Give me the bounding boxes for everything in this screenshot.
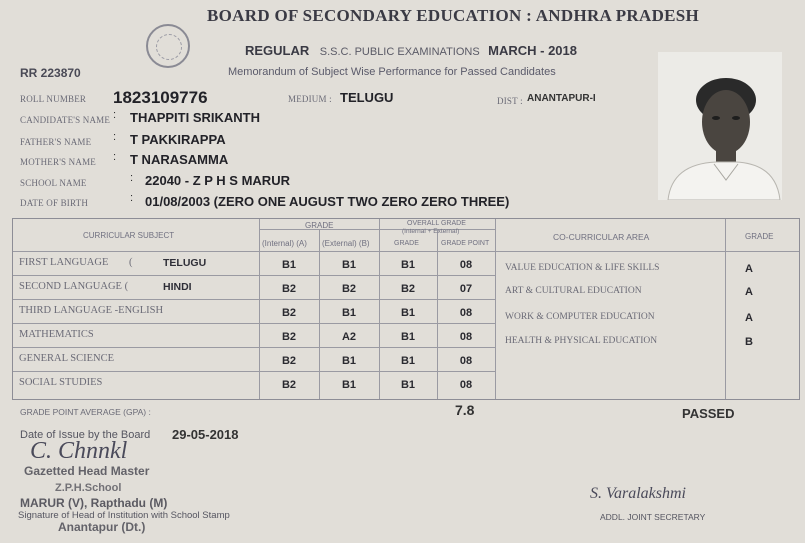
grade-point: 08 — [459, 307, 473, 319]
col-overall-grade: GRADE — [394, 240, 419, 247]
marks-memo: BOARD OF SECONDARY EDUCATION : ANDHRA PRADESH REGULAR S.S.C. PUBLIC EXAMINATIONS MARCH - 2018 Memorandum of Subject Wise Performance for Passed Candidates RR 223870 ROLL NUMBER 1823109776 MEDIUM : TELUGU DIST : ANANTAPUR-I CANDIDATE'S NAME : THAPPITI SRIKANTH FATHER'S NAME : T PAKKIRAPPA MOTHER'S NAME : T NARASAMMA SCHOOL NAME : 22040 - Z P H S MARUR DATE OF BIRTH : 01/08/2003 (ZERO ONE AUGUST TWO ZERO ZERO THREE) CURRICULAR SUBJECT GRADE (Internal) (A) (External) (B) OVERALL GRADE (Internal + External) GRADE GRADE POINT CO-CURRICULAR AREA GRADE FIRST LANGUAGE ( TELUGU SECOND LANGUAGE ( HINDI THIRD LANGUAGE -ENGLISH MATHEMATICS GENERAL SCIENCE SOCIAL STUDIES B1 B1 B1 08 B2 B2 B2 07 B2 B1 B1 08 B2 A2 B1 08 B2 B1 B1 08 B2 B1 B1 08 VALUE EDUCATION & LIFE SKILLS A ART & CULTURAL EDUCATION A WORK & COMPUTER EDUCATION A HEALTH & PHYSICAL EDUCATION B GRADE POINT AVERAGE (GPA) : 7.8 PASSED Date of Issue by the Board 29-05-2018 C. Chnnkl Gazetted Head Master Z.P.H.School MARUR (V), Rapthadu (M) Signature of Head of Institution with School Stamp Anantapur (Dt.) S. Varalakshmi ADDL. JOINT SECRETARY — [0, 0, 805, 543]
co-area-health-physical: HEALTH & PHYSICAL EDUCATION — [505, 336, 658, 346]
hm-signature: C. Chnnkl — [30, 438, 128, 464]
grade-point: 08 — [459, 379, 473, 391]
roll-number: 1823109776 — [113, 88, 208, 107]
lang-first: TELUGU — [163, 257, 207, 269]
school-name: 22040 - Z P H S MARUR — [145, 173, 290, 188]
subject-first-language: FIRST LANGUAGE — [19, 257, 109, 268]
col-co-curricular: CO-CURRICULAR AREA — [553, 232, 650, 242]
co-area-value-education: VALUE EDUCATION & LIFE SKILLS — [505, 263, 660, 273]
date-of-birth: 01/08/2003 (ZERO ONE AUGUST TWO ZERO ZERO THREE) — [145, 194, 510, 209]
dob-label: DATE OF BIRTH — [20, 198, 89, 208]
col-subject: CURRICULAR SUBJECT — [83, 231, 175, 240]
district-value: ANANTAPUR-I — [527, 93, 596, 104]
co-area-art-cultural: ART & CULTURAL EDUCATION — [505, 286, 642, 296]
issue-date: 29-05-2018 — [172, 427, 239, 442]
lang-second: HINDI — [163, 281, 192, 293]
col-external: (External) (B) — [322, 239, 370, 248]
external-grade: B1 — [341, 379, 357, 391]
col-overall: OVERALL GRADE — [407, 220, 466, 227]
external-grade: A2 — [341, 331, 357, 343]
overall-grade: B1 — [400, 355, 416, 367]
school-name-label: SCHOOL NAME — [20, 178, 87, 188]
board-title: BOARD OF SECONDARY EDUCATION : ANDHRA PRADESH — [207, 6, 700, 25]
overall-grade: B1 — [400, 331, 416, 343]
marks-table: CURRICULAR SUBJECT GRADE (Internal) (A) (External) (B) OVERALL GRADE (Internal + External) GRADE GRADE POINT CO-CURRICULAR AREA GRADE FIRST LANGUAGE ( TELUGU SECOND LANGUAGE ( HINDI THIRD LANGUAGE -ENGLISH MATHEMATICS GENERAL SCIENCE SOCIAL STUDIES B1 B1 B1 08 B2 B2 B2 07 B2 B1 B1 08 B2 A2 B1 08 B2 B1 B1 08 B2 B1 B1 08 VALUE EDUCATION & LIFE SKILLS A ART & CULTURAL EDUCATION A WORK & COMPUTER EDUCATION A HEALTH & PHYSICAL EDUCATION B — [12, 218, 800, 400]
external-grade: B1 — [341, 307, 357, 319]
js-signature: S. Varalakshmi — [590, 485, 686, 502]
col-overall-sub: (Internal + External) — [402, 228, 460, 235]
col-grade: GRADE — [305, 221, 334, 230]
board-seal-icon — [146, 24, 190, 68]
internal-grade: B2 — [281, 379, 297, 391]
exam-line — [245, 42, 577, 60]
hm-stamp-line3: MARUR (V), Rapthadu (M) — [20, 496, 168, 510]
roll-label: ROLL NUMBER — [20, 94, 87, 104]
co-grade: B — [745, 336, 753, 348]
gpa-label: GRADE POINT AVERAGE (GPA) : — [20, 407, 151, 417]
father-name-label: FATHER'S NAME — [20, 137, 92, 147]
mother-name: T NARASAMMA — [130, 152, 229, 167]
co-grade: A — [745, 312, 753, 324]
hm-stamp-line2: Z.P.H.School — [55, 482, 122, 494]
exam-regular: REGULAR — [245, 43, 310, 58]
internal-grade: B2 — [281, 331, 297, 343]
grade-point: 08 — [459, 259, 473, 271]
external-grade: B1 — [341, 259, 357, 271]
district-label: DIST : — [497, 96, 523, 106]
grade-point: 08 — [459, 331, 473, 343]
grade-point: 07 — [459, 283, 473, 295]
candidate-photo — [658, 52, 782, 200]
subject-second-language: SECOND LANGUAGE ( — [19, 281, 129, 292]
issue-date-label: Date of Issue by the Board — [20, 429, 151, 441]
js-caption: ADDL. JOINT SECRETARY — [600, 512, 706, 522]
grade-point: 08 — [459, 355, 473, 367]
father-name: T PAKKIRAPPA — [130, 132, 226, 147]
co-grade: A — [745, 263, 753, 275]
serial-number: RR 223870 — [20, 66, 81, 80]
internal-grade: B2 — [281, 355, 297, 367]
hm-caption: Signature of Head of Institution with School Stamp — [18, 510, 230, 521]
exam-name: S.S.C. PUBLIC EXAMINATIONS — [319, 46, 480, 58]
candidate-name-label: CANDIDATE'S NAME — [20, 115, 111, 125]
candidate-portrait-icon — [658, 52, 782, 200]
result-status: PASSED — [682, 406, 735, 421]
overall-grade: B1 — [400, 259, 416, 271]
overall-grade: B2 — [400, 283, 416, 295]
candidate-name: THAPPITI SRIKANTH — [130, 110, 260, 125]
gpa-value: 7.8 — [455, 402, 475, 418]
co-area-work-computer: WORK & COMPUTER EDUCATION — [505, 312, 655, 322]
col-grade-point: GRADE POINT — [441, 240, 490, 247]
subject-social-studies: SOCIAL STUDIES — [19, 377, 103, 388]
col-co-grade: GRADE — [745, 232, 774, 241]
medium-value: TELUGU — [340, 90, 394, 105]
mother-name-label: MOTHER'S NAME — [20, 157, 96, 167]
external-grade: B2 — [341, 283, 357, 295]
external-grade: B1 — [341, 355, 357, 367]
internal-grade: B2 — [281, 307, 297, 319]
co-grade: A — [745, 286, 753, 298]
subject-general-science: GENERAL SCIENCE — [19, 353, 114, 364]
hm-stamp-line4: Anantapur (Dt.) — [58, 520, 146, 534]
col-internal: (Internal) (A) — [262, 239, 307, 248]
overall-grade: B1 — [400, 379, 416, 391]
exam-month: MARCH - 2018 — [488, 43, 577, 58]
memo-title: Memorandum of Subject Wise Performance for Passed Candidates — [228, 66, 556, 78]
hm-stamp-line1: Gazetted Head Master — [24, 464, 150, 478]
overall-grade: B1 — [400, 307, 416, 319]
subject-third-language: THIRD LANGUAGE -ENGLISH — [19, 305, 164, 316]
medium-label: MEDIUM : — [288, 94, 332, 104]
internal-grade: B1 — [281, 259, 297, 271]
subject-mathematics: MATHEMATICS — [19, 329, 94, 340]
internal-grade: B2 — [281, 283, 297, 295]
